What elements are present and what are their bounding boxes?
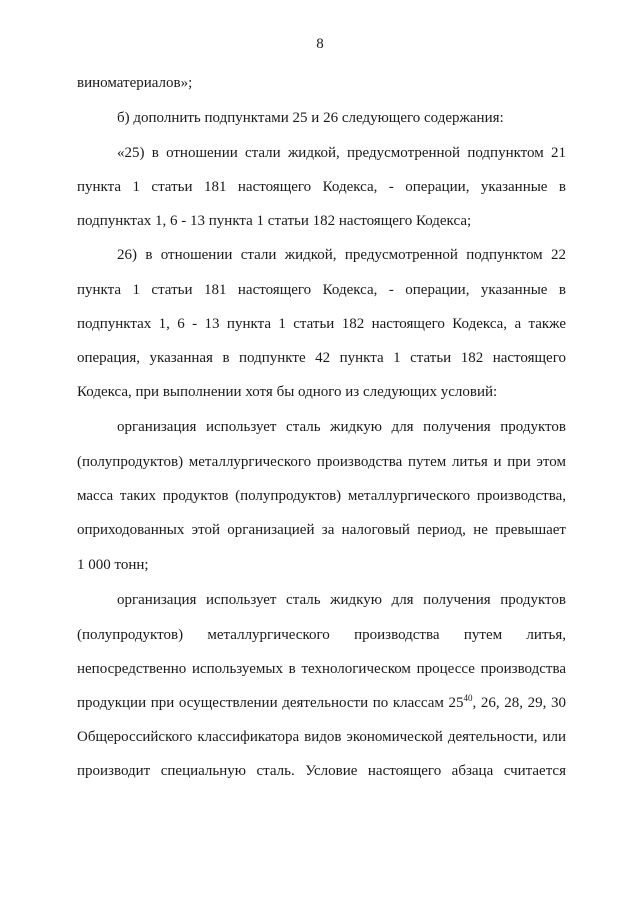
text-line: Кодекса, при выполнении хотя бы одного из следующих условий:: [77, 384, 498, 400]
text-line: виноматериалов»;: [77, 75, 193, 91]
text-line: пункта 1 статьи 181 настоящего Кодекса, - операции, указанные в: [77, 179, 566, 195]
text-line: операция, указанная в подпункте 42 пункта 1 статьи 182 настоящего: [77, 350, 566, 366]
text-line: оприходованных этой организацией за налоговый период, не превышает: [77, 522, 566, 538]
text-line: «25) в отношении стали жидкой, предусмотренной подпунктом 21: [117, 145, 566, 161]
text-line: [77, 693, 566, 713]
text-fragment: продукции при осуществлении деятельности по классам 25: [77, 695, 464, 711]
text-line: б) дополнить подпунктами 25 и 26 следующего содержания:: [117, 110, 504, 126]
text-line: производит специальную сталь. Условие настоящего абзаца считается: [77, 763, 566, 779]
text-line: организация использует сталь жидкую для получения продуктов: [117, 419, 566, 435]
page-number: 8: [316, 36, 324, 52]
text-line: организация использует сталь жидкую для получения продуктов: [117, 592, 566, 608]
text-line: пункта 1 статьи 181 настоящего Кодекса, - операции, указанные в: [77, 282, 566, 298]
text-line: Общероссийского классификатора видов экономической деятельности, или: [77, 729, 566, 745]
text-line: масса таких продуктов (полупродуктов) металлургического производства,: [77, 488, 566, 504]
text-line: 26) в отношении стали жидкой, предусмотренной подпунктом 22: [117, 247, 566, 263]
text-line: подпунктах 1, 6 - 13 пункта 1 статьи 182 настоящего Кодекса;: [77, 213, 472, 229]
text-line: (полупродуктов) металлургического производства путем литья и при этом: [77, 454, 566, 470]
superscript: 40: [463, 693, 473, 703]
text-line: подпунктах 1, 6 - 13 пункта 1 статьи 182 настоящего Кодекса, а также: [77, 316, 566, 332]
text-line: непосредственно используемых в технологическом процессе производства: [77, 661, 566, 677]
text-fragment: , 26, 28, 29, 30: [472, 695, 566, 711]
text-line: 1 000 тонн;: [77, 557, 149, 573]
text-line: (полупродуктов) металлургического производства путем литья,: [77, 627, 566, 643]
